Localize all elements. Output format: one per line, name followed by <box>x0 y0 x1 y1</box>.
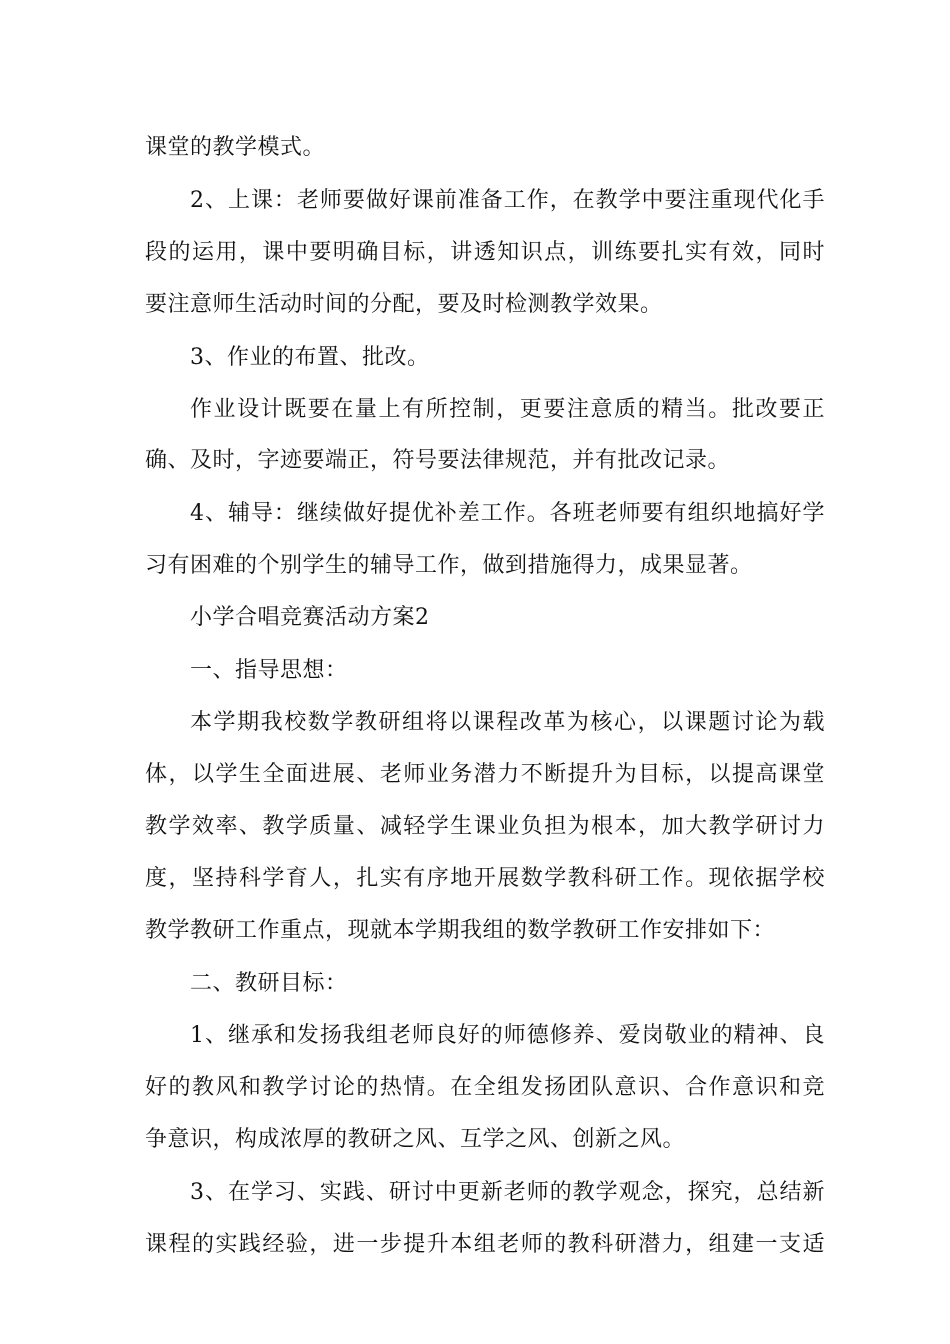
text-line: 4、辅导：继续做好提优补差工作。各班老师要有组织地搞好学 <box>190 501 825 526</box>
section-heading: 小学合唱竞赛活动方案2 <box>190 605 430 630</box>
section-heading: 二、教研目标： <box>190 971 348 996</box>
text-line: 习有困难的个别学生的辅导工作，做到措施得力，成果显著。 <box>145 553 753 578</box>
text-line: 3、作业的布置、批改。 <box>190 345 430 370</box>
text-line: 确、及时，字迹要端正，符号要法律规范，并有批改记录。 <box>145 448 731 473</box>
text-line: 3、在学习、实践、研讨中更新老师的教学观念，探究，总结新 <box>190 1180 825 1205</box>
text-line: 2、上课：老师要做好课前准备工作，在教学中要注重现代化手 <box>190 188 825 213</box>
text-line: 度，坚持科学育人，扎实有序地开展数学教科研工作。现依据学校 <box>145 866 825 891</box>
text-line: 本学期我校数学教研组将以课程改革为核心，以课题讨论为载 <box>190 710 825 735</box>
text-line: 课堂的教学模式。 <box>145 135 326 160</box>
text-line: 体，以学生全面进展、老师业务潜力不断提升为目标，以提高课堂 <box>145 762 825 787</box>
text-line: 争意识，构成浓厚的教研之风、互学之风、创新之风。 <box>145 1127 686 1152</box>
text-line: 好的教风和教学讨论的热情。在全组发扬团队意识、合作意识和竞 <box>145 1075 825 1100</box>
text-line: 教学教研工作重点，现就本学期我组的数学教研工作安排如下： <box>145 918 776 943</box>
text-line: 作业设计既要在量上有所控制，更要注意质的精当。批改要正 <box>190 397 825 422</box>
text-line: 1、继承和发扬我组老师良好的师德修养、爱岗敬业的精神、良 <box>190 1023 825 1048</box>
text-line: 教学效率、教学质量、减轻学生课业负担为根本，加大教学研讨力 <box>145 814 825 839</box>
text-line: 课程的实践经验，进一步提升本组老师的教科研潜力，组建一支适 <box>145 1232 825 1257</box>
text-line: 要注意师生活动时间的分配，要及时检测教学效果。 <box>145 292 663 317</box>
section-heading: 一、指导思想： <box>190 658 348 683</box>
text-line: 段的运用，课中要明确目标，讲透知识点，训练要扎实有效，同时 <box>145 240 825 265</box>
